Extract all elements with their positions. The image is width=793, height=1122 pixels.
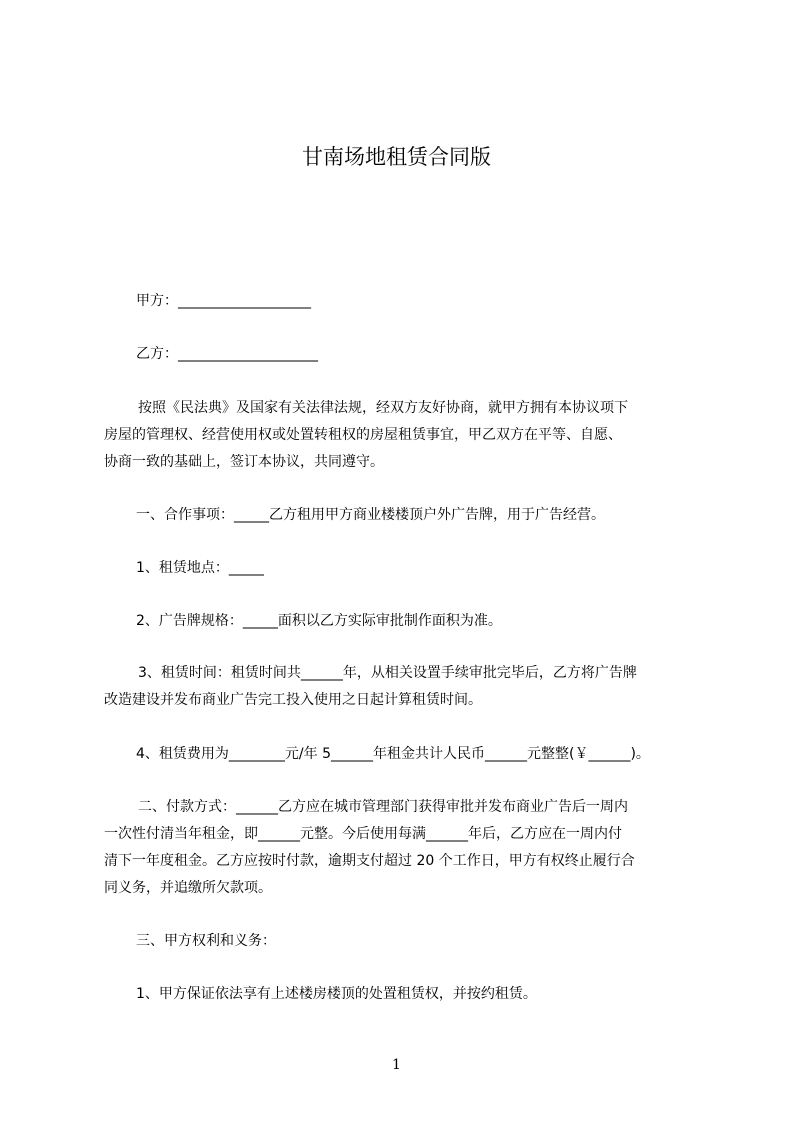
section-1-item-2: 2、广告牌规格：_____面积以乙方实际审批制作面积为准。 xyxy=(136,613,502,629)
page-number: 1 xyxy=(392,1057,401,1073)
intro-line-1: 按照《民法典》及国家有关法律法规，经双方友好协商，就甲方拥有本协议项下 xyxy=(138,400,628,416)
document-title: 甘南场地租赁合同版 xyxy=(302,145,491,169)
party-a-line: 甲方：___________________ xyxy=(136,293,311,309)
section-3-item-1: 1、甲方保证依法享有上述楼房楼顶的处置租赁权，并按约租赁。 xyxy=(136,986,537,1002)
intro-line-3: 协商一致的基础上，签订本协议，共同遵守。 xyxy=(104,454,384,470)
section-2-line-1: 二、付款方式：______乙方应在城市管理部门获得审批并发布商业广告后一周内 xyxy=(138,799,628,815)
section-3-heading: 三、甲方权利和义务： xyxy=(136,933,276,949)
section-1-item-4: 4、租赁费用为________元/年 5______年租金共计人民币______元整整(￥______)。 xyxy=(136,746,650,762)
party-b-line: 乙方：____________________ xyxy=(136,346,318,362)
section-1-item-3-line-2: 改造建设并发布商业广告完工投入使用之日起计算租赁时间。 xyxy=(104,692,482,708)
section-2-line-4: 同义务，并追缴所欠款项。 xyxy=(104,880,272,896)
section-2-line-2: 一次性付清当年租金，即______元整。今后使用每满______年后，乙方应在一周内付 xyxy=(104,826,622,842)
section-1-item-3-line-1: 3、租赁时间：租赁时间共______年，从相关设置手续审批完毕后，乙方将广告牌 xyxy=(138,665,637,681)
section-2-line-3: 清下一年度租金。乙方应按时付款，逾期支付超过 20 个工作日，甲方有权终止履行合 xyxy=(104,853,635,869)
section-1-heading: 一、合作事项：_____乙方租用甲方商业楼楼顶户外广告牌，用于广告经营。 xyxy=(136,507,605,523)
intro-line-2: 房屋的管理权、经营使用权或处置转租权的房屋租赁事宜，甲乙双方在平等、自愿、 xyxy=(104,427,622,443)
section-1-item-1: 1、租赁地点：_____ xyxy=(136,560,264,576)
